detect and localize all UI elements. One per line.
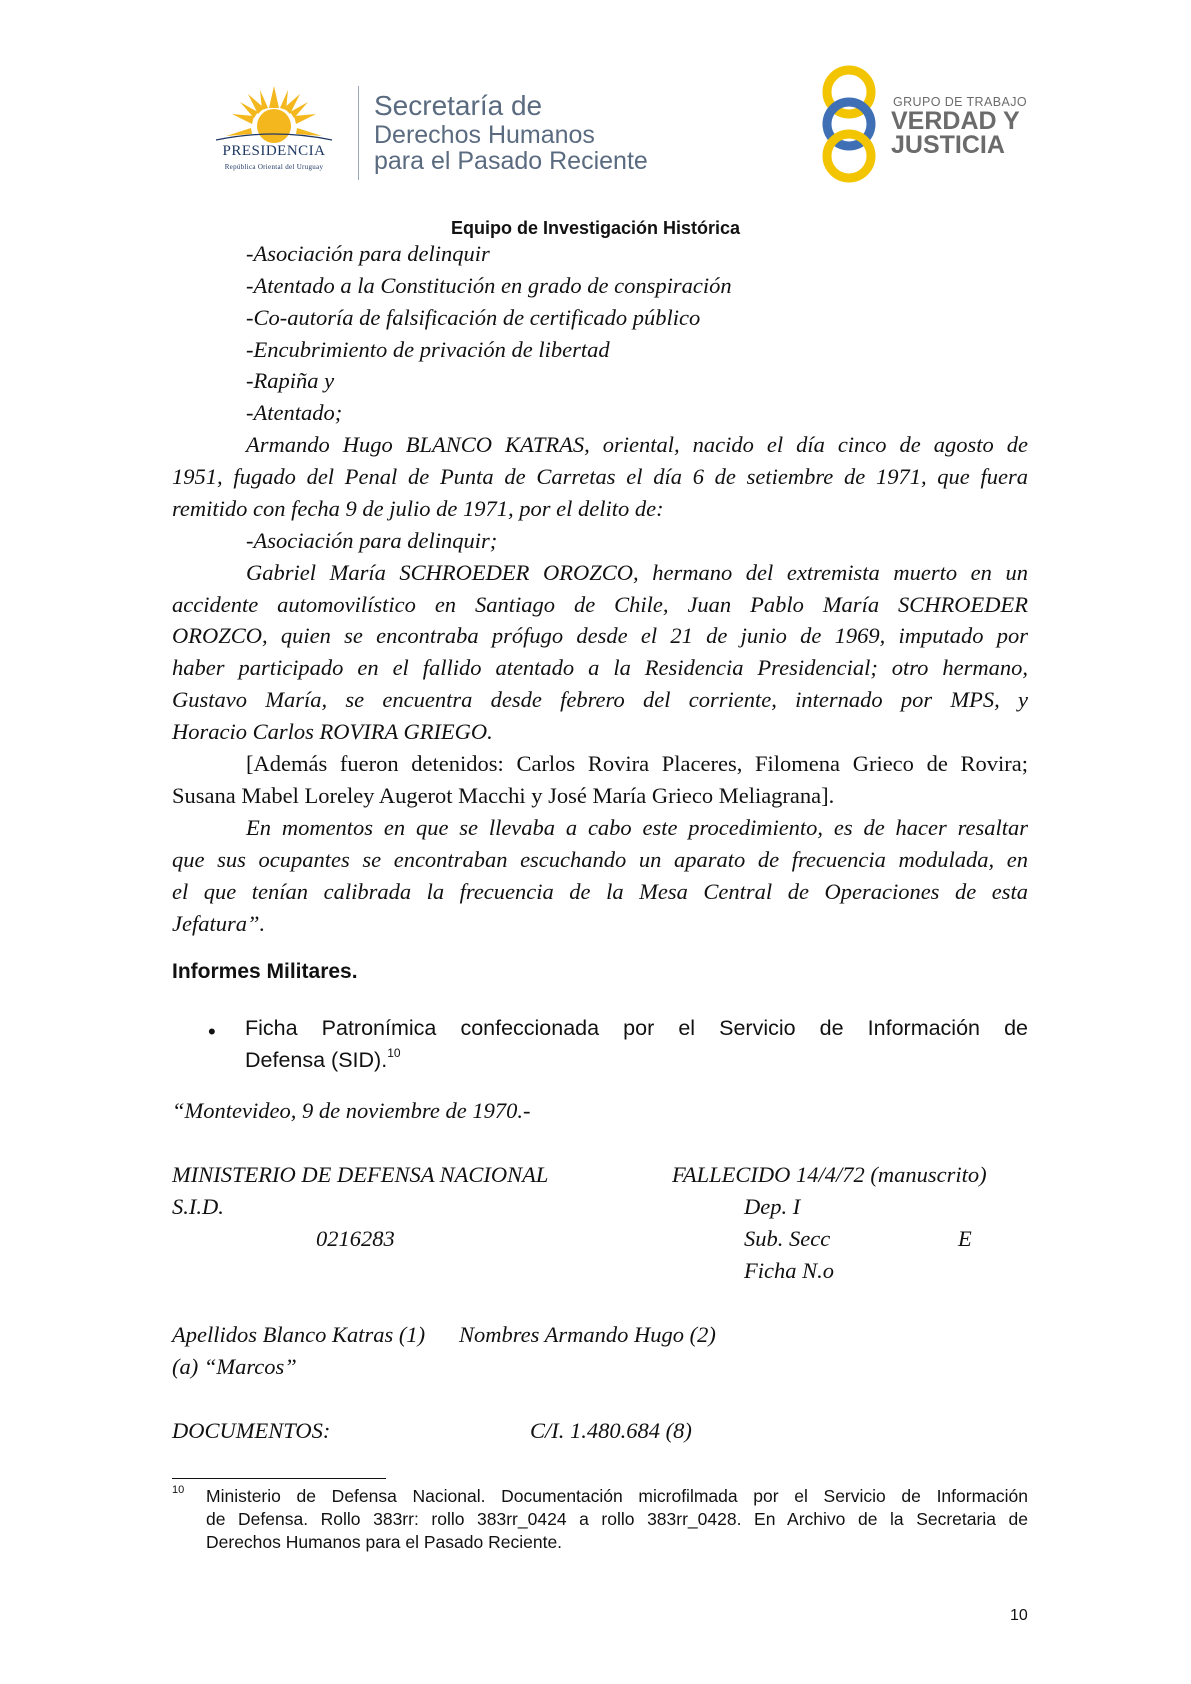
bullet-text: Defensa (SID). — [245, 1048, 388, 1072]
secretaria-line-2: Derechos Humanos — [374, 121, 595, 149]
paragraph-line: En momentos en que se llevaba a cabo este procedimiento, es de hacer resaltar — [246, 815, 1028, 840]
ficha-nombres: Nombres Armando Hugo (2) — [459, 1322, 716, 1347]
bullet-text-line-1: Ficha Patronímica confeccionada por el Servicio de Información de — [245, 1016, 1028, 1040]
footnote-reference[interactable]: 10 — [387, 1046, 401, 1060]
paragraph-line: [Además fueron detenidos: Carlos Rovira Placeres, Filomena Grieco de Rovira; — [246, 751, 1028, 776]
ficha-ministry: MINISTERIO DE DEFENSA NACIONAL — [172, 1162, 549, 1187]
header-divider — [358, 86, 359, 180]
ficha-sid: S.I.D. — [172, 1194, 224, 1219]
bullet-text-line-2 — [245, 1048, 401, 1073]
paragraph-line: Jefatura”. — [172, 911, 266, 936]
ficha-apellidos: Apellidos Blanco Katras (1) — [172, 1322, 426, 1347]
team-title: Equipo de Investigación Histórica — [450, 218, 741, 238]
gtvj-line-3: JUSTICIA — [891, 131, 1005, 159]
footnote-number: 10 — [172, 1484, 185, 1496]
paragraph-line: Gabriel María SCHROEDER OROZCO, hermano del extremista muerto en un — [246, 560, 1028, 585]
paragraph-line: Susana Mabel Loreley Augerot Macchi y José María Grieco Meliagrana]. — [172, 783, 835, 808]
paragraph-line: que sus ocupantes se encontraban escuchando un aparato de frecuencia modulada, en — [172, 847, 1028, 872]
charge-item: -Co-autoría de falsificación de certificado público — [246, 305, 701, 330]
paragraph-line: OROZCO, quien se encontraba prófugo desde el 21 de junio de 1969, imputado por — [172, 623, 1028, 648]
charge-item: -Atentado; — [246, 400, 343, 425]
gtvj-line-1: GRUPO DE TRABAJO — [893, 95, 1027, 109]
paragraph-line: Armando Hugo BLANCO KATRAS, oriental, nacido el día cinco de agosto de — [246, 432, 1028, 457]
ficha-subsecc-value: E — [958, 1226, 972, 1251]
footnote-line: Derechos Humanos para el Pasado Reciente. — [206, 1532, 563, 1552]
gtvj-line-2: VERDAD Y — [891, 107, 1020, 135]
ficha-dep: Dep. I — [744, 1194, 801, 1219]
charge-item: -Asociación para delinquir; — [246, 528, 498, 553]
ficha-documentos-label: DOCUMENTOS: — [172, 1418, 331, 1443]
charge-item: -Encubrimiento de privación de libertad — [246, 337, 610, 362]
paragraph-line: remitido con fecha 9 de julio de 1971, por el delito de: — [172, 496, 664, 521]
ficha-deceased-note: FALLECIDO 14/4/72 (manuscrito) — [672, 1162, 987, 1187]
secretaria-line-1: Secretaría de — [374, 90, 543, 121]
paragraph-line: Horacio Carlos ROVIRA GRIEGO. — [172, 719, 493, 744]
ficha-number: 0216283 — [316, 1226, 395, 1251]
footnote-rule — [172, 1478, 386, 1479]
page-number: 10 — [1010, 1607, 1028, 1624]
secretaria-line-3: para el Pasado Reciente — [374, 147, 648, 175]
section-heading: Informes Militares. — [172, 960, 358, 983]
presidencia-wordmark: PRESIDENCIA — [222, 143, 326, 159]
footnote-line: Ministerio de Defensa Nacional. Documentación microfilmada por el Servicio de Información — [206, 1486, 1028, 1506]
charge-item: -Asociación para delinquir — [246, 241, 490, 266]
paragraph-line: haber participado en el fallido atentado a la Residencia Presidencial; otro hermano, — [172, 655, 1028, 680]
footnote-line: de Defensa. Rollo 383rr: rollo 383rr_0424 a rollo 383rr_0428. En Archivo de la Secretaria de — [206, 1509, 1028, 1529]
ficha-alias: (a) “Marcos” — [172, 1354, 297, 1379]
paragraph-line: accidente automovilístico en Santiago de Chile, Juan Pablo María SCHROEDER — [172, 592, 1028, 617]
charge-item: -Atentado a la Constitución en grado de conspiración — [246, 273, 732, 298]
charge-item: -Rapiña y — [246, 368, 335, 393]
paragraph-line: 1951, fugado del Penal de Punta de Carretas el día 6 de setiembre de 1971, que fuera — [172, 464, 1028, 489]
grupo-trabajo-rings-logo — [808, 62, 890, 186]
bullet-icon: • — [208, 1019, 216, 1044]
date-line: “Montevideo, 9 de noviembre de 1970.- — [172, 1098, 531, 1123]
presidencia-subtitle: República Oriental del Uruguay — [224, 163, 324, 171]
ficha-no: Ficha N.o — [744, 1258, 834, 1283]
paragraph-line: Gustavo María, se encuentra desde febrero del corriente, internado por MPS, y — [172, 687, 1028, 712]
paragraph-line: el que tenían calibrada la frecuencia de la Mesa Central de Operaciones de esta — [172, 879, 1028, 904]
ficha-documentos-value: C/I. 1.480.684 (8) — [530, 1418, 692, 1443]
ficha-subsecc: Sub. Secc — [744, 1226, 831, 1251]
